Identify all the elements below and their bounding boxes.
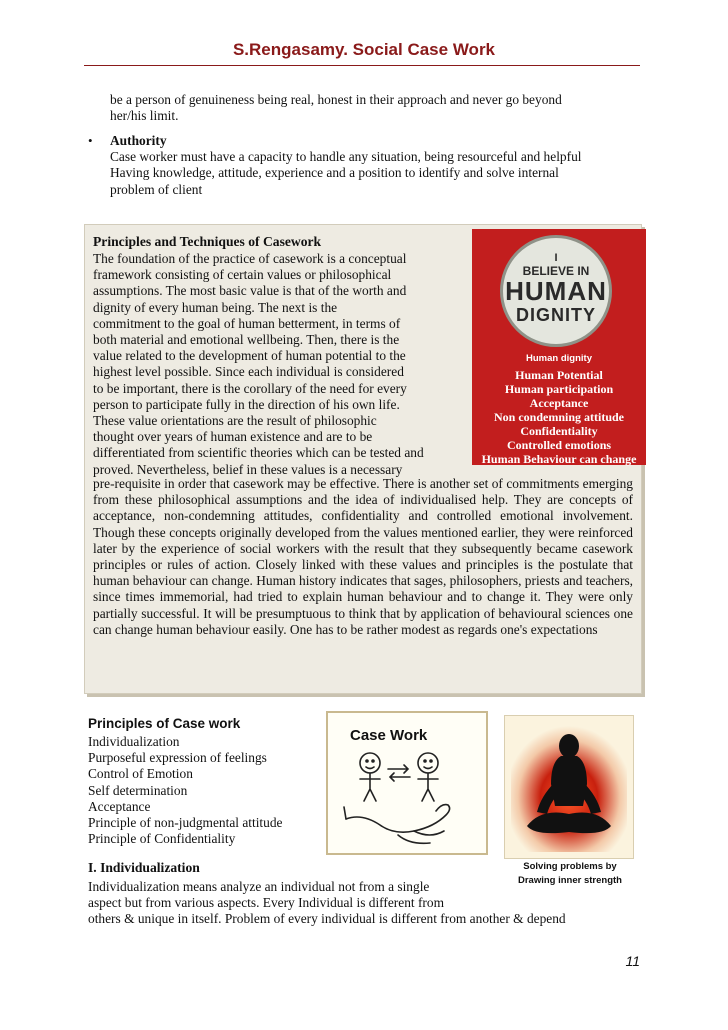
individualization-text xyxy=(88,879,648,928)
panel-line: proved. Nevertheless, belief in these values is a necessary xyxy=(93,461,403,477)
case-work-title: Case Work xyxy=(350,727,428,744)
badge-text: BELIEVE IN xyxy=(522,264,590,278)
header-divider xyxy=(84,65,640,66)
authority-line: problem of client xyxy=(110,181,203,197)
image-caption: Human dignity xyxy=(526,353,592,364)
principle-item: Self determination xyxy=(88,782,188,798)
badge-text: DIGNITY xyxy=(515,305,596,325)
value-list xyxy=(472,368,646,466)
principles-heading: Principles of Case work xyxy=(88,716,241,731)
badge-text: I xyxy=(554,252,558,264)
caption-line: Drawing inner strength xyxy=(518,875,622,886)
authority-heading: Authority xyxy=(110,133,167,148)
principle-item: Individualization xyxy=(88,734,180,749)
value-item: Confidentiality xyxy=(520,424,598,438)
panel-line: assumptions. The most basic value is that of the worth and xyxy=(93,283,407,299)
panel-line: The foundation of the practice of casework is a conceptual xyxy=(93,251,407,266)
principle-item: Acceptance xyxy=(88,798,151,814)
principle-item: Control of Emotion xyxy=(88,766,193,782)
dignity-badge xyxy=(500,235,612,347)
value-item: Controlled emotions xyxy=(506,438,612,452)
panel-line: value related to the development of human potential to the xyxy=(93,348,406,364)
caption-line: Solving problems by xyxy=(523,861,617,872)
authority-line: Case worker must have a capacity to handle any situation, being resourceful and helpful xyxy=(110,149,582,165)
principle-item: Purposeful expression of feelings xyxy=(88,750,267,766)
case-work-image xyxy=(326,711,488,855)
value-item: Human Behaviour can change xyxy=(481,452,637,466)
individualization-heading: I. Individualization xyxy=(88,860,200,875)
body-line: aspect but from various aspects. Every Individual is different from xyxy=(88,895,444,911)
meditation-image xyxy=(504,715,634,859)
panel-line: commitment to the goal of human betterment, in terms of xyxy=(93,315,401,331)
panel-line: both material and emotional wellbeing. Then, there is the xyxy=(93,332,400,348)
panel-line: differentiated from scientific theories which can be tested and xyxy=(93,445,424,461)
principle-item: Principle of Confidentiality xyxy=(88,831,236,847)
human-dignity-image xyxy=(472,229,646,465)
bullet-icon: • xyxy=(88,133,93,148)
case-work-illustration xyxy=(338,747,478,851)
principles-list xyxy=(88,734,348,847)
authority-line: Having knowledge, attitude, experience and a position to identify and solve internal xyxy=(110,165,559,181)
value-item: Non condemning attitude xyxy=(493,410,624,424)
page-number: 11 xyxy=(625,953,640,969)
panel-narrow-text xyxy=(93,251,465,478)
page-header-title: S.Rengasamy. Social Case Work xyxy=(232,40,496,59)
panel-line: thought over years of human existence and are to be xyxy=(93,429,373,445)
panel-title: Principles and Techniques of Casework xyxy=(93,234,322,249)
panel-line: dignity of every human being. The next is the xyxy=(93,299,338,315)
panel-line: framework consisting of certain values or philosophical xyxy=(93,267,392,283)
meditation-figure xyxy=(511,722,627,852)
body-line: others & unique in itself. Problem of every individual is different from another & depend xyxy=(88,911,566,927)
panel-paragraph: pre-requisite in order that casework may be effective. There is another set of commitments emerging from these philosophical assumptions and the idea of individualised help. They are concepts of acceptance, non-condemning attitudes, confidentiality and controlled emotional involvement. Though these concepts originally developed from the values mentioned earlier, they were reinforced later by the experience of social workers with the result that they subsequently became casework principles or rules of action. Closely linked with these values and principles is the postulate that human behaviour can change. Human history indicates that sages, philosophers, priests and teachers, since times immemorial, had tried to explain human behaviour and to change it. They were only partially successful. It will be presumptuous to think that by application of behavioural sciences one can change human behaviour easily. One has to be rather modest as regards one's expectations xyxy=(93,476,633,637)
intro-paragraph xyxy=(110,92,630,124)
principle-item: Principle of non-judgmental attitude xyxy=(88,815,283,831)
intro-line: her/his limit. xyxy=(110,108,179,124)
body-line: Individualization means analyze an individual not from a single xyxy=(88,879,430,894)
intro-line: be a person of genuineness being real, honest in their approach and never go beyond xyxy=(110,92,562,107)
value-item: Human participation xyxy=(504,382,614,396)
value-item: Acceptance xyxy=(529,396,589,410)
value-item: Human Potential xyxy=(515,368,603,382)
panel-line: highest level possible. Since each individual is considered xyxy=(93,364,404,380)
panel-line: to be important, there is the corollary of the need for every xyxy=(93,380,407,396)
badge-text: HUMAN xyxy=(505,276,607,306)
panel-line: person to participate fully in the direction of his own life. xyxy=(93,396,400,412)
panel-wide-text xyxy=(93,476,633,638)
panel-line: These value orientations are the result of philosophic xyxy=(93,413,377,429)
